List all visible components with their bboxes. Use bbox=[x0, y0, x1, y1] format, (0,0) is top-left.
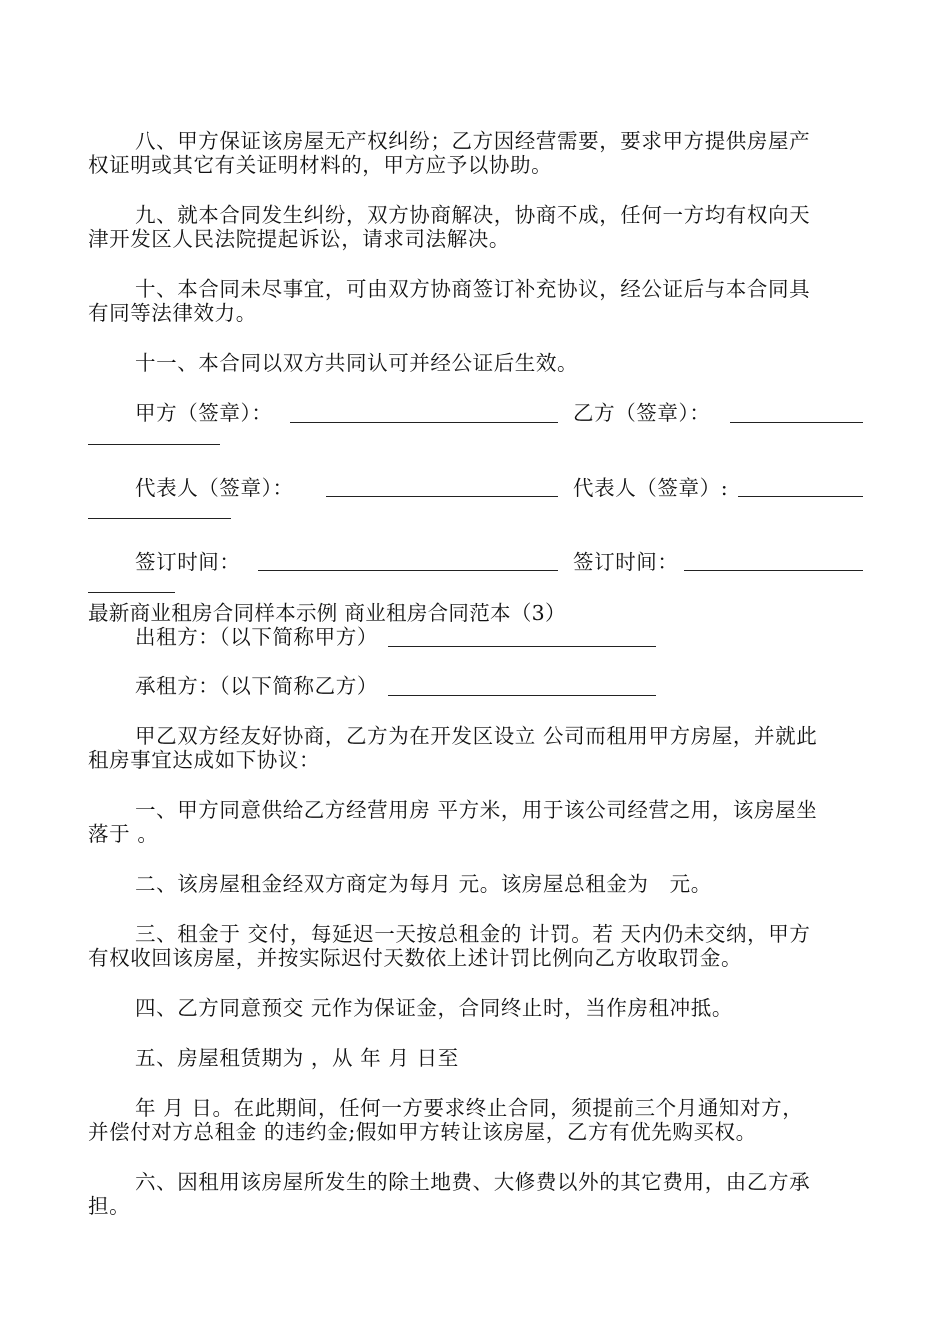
clause-3-line-2: 有权收回该房屋，并按实际迟付天数依上述计罚比例向乙方收取罚金。 bbox=[88, 946, 743, 970]
rep-b-signature-line-cont bbox=[88, 518, 231, 519]
clause-5-line-1: 五、房屋租赁期为 ，从 年 月 日至 bbox=[135, 1046, 459, 1070]
lessor-label: 出租方：（以下简称甲方） bbox=[135, 625, 378, 649]
clause-1-line-2: 落于 。 bbox=[88, 822, 159, 846]
party-b-signature-line bbox=[730, 422, 863, 423]
section-title: 最新商业租房合同样本示例 商业租房合同范本（3） bbox=[88, 601, 566, 625]
clause-4-line-1: 四、乙方同意预交 元作为保证金，合同终止时，当作房租冲抵。 bbox=[135, 996, 733, 1020]
lessee-line bbox=[388, 695, 656, 696]
clause-8-line-1: 八、甲方保证该房屋无产权纠纷；乙方因经营需要，要求甲方提供房屋产 bbox=[135, 129, 811, 153]
rep-a-signature-label: 代表人（签章）： bbox=[135, 476, 294, 500]
clause-9-line-1: 九、就本合同发生纠纷，双方协商解决，协商不成，任何一方均有权向天 bbox=[135, 203, 811, 227]
clause-8-line-2: 权证明或其它有关证明材料的，甲方应予以协助。 bbox=[88, 153, 553, 177]
date-a-label: 签订时间： bbox=[135, 550, 241, 574]
intro-line-1: 甲乙双方经友好协商，乙方为在开发区设立 公司而租用甲方房屋，并就此 bbox=[135, 724, 818, 748]
rep-b-signature-label: 代表人（签章）: bbox=[573, 476, 729, 500]
clause-3-line-1: 三、租金于 交付，每延迟一天按总租金的 计罚。若 天内仍未交纳，甲方 bbox=[135, 922, 811, 946]
clause-6-line-1: 六、因租用该房屋所发生的除土地费、大修费以外的其它费用，由乙方承 bbox=[135, 1170, 811, 1194]
party-a-signature-line bbox=[290, 422, 558, 423]
clause-11-line-1: 十一、本合同以双方共同认可并经公证后生效。 bbox=[135, 351, 579, 375]
clause-5-cont-line-2: 并偿付对方总租金 的违约金;假如甲方转让该房屋，乙方有优先购买权。 bbox=[88, 1120, 757, 1144]
clause-10-line-2: 有同等法律效力。 bbox=[88, 301, 257, 325]
date-b-line bbox=[684, 570, 863, 571]
clause-1-line-1: 一、甲方同意供给乙方经营用房 平方米，用于该公司经营之用，该房屋坐 bbox=[135, 798, 818, 822]
rep-a-signature-line bbox=[326, 496, 558, 497]
clause-9-line-2: 津开发区人民法院提起诉讼，请求司法解决。 bbox=[88, 227, 510, 251]
party-a-signature-label: 甲方（签章）： bbox=[135, 401, 273, 425]
party-b-signature-line-cont bbox=[88, 444, 220, 445]
intro-line-2: 租房事宜达成如下协议： bbox=[88, 748, 321, 772]
clause-2-line-1: 二、该房屋租金经双方商定为每月 元。该房屋总租金为 元。 bbox=[135, 872, 712, 896]
clause-5-cont-line-1: 年 月 日。在此期间，任何一方要求终止合同，须提前三个月通知对方， bbox=[135, 1096, 804, 1120]
date-b-label: 签订时间： bbox=[573, 550, 679, 574]
date-b-line-cont bbox=[88, 592, 175, 593]
lessee-label: 承租方：（以下简称乙方） bbox=[135, 674, 378, 698]
clause-10-line-1: 十、本合同未尽事宜，可由双方协商签订补充协议，经公证后与本合同具 bbox=[135, 277, 811, 301]
rep-b-signature-line bbox=[738, 496, 863, 497]
party-b-signature-label: 乙方（签章）： bbox=[573, 401, 711, 425]
clause-6-line-2: 担。 bbox=[88, 1194, 131, 1218]
lessor-line bbox=[388, 646, 656, 647]
date-a-line bbox=[258, 570, 558, 571]
